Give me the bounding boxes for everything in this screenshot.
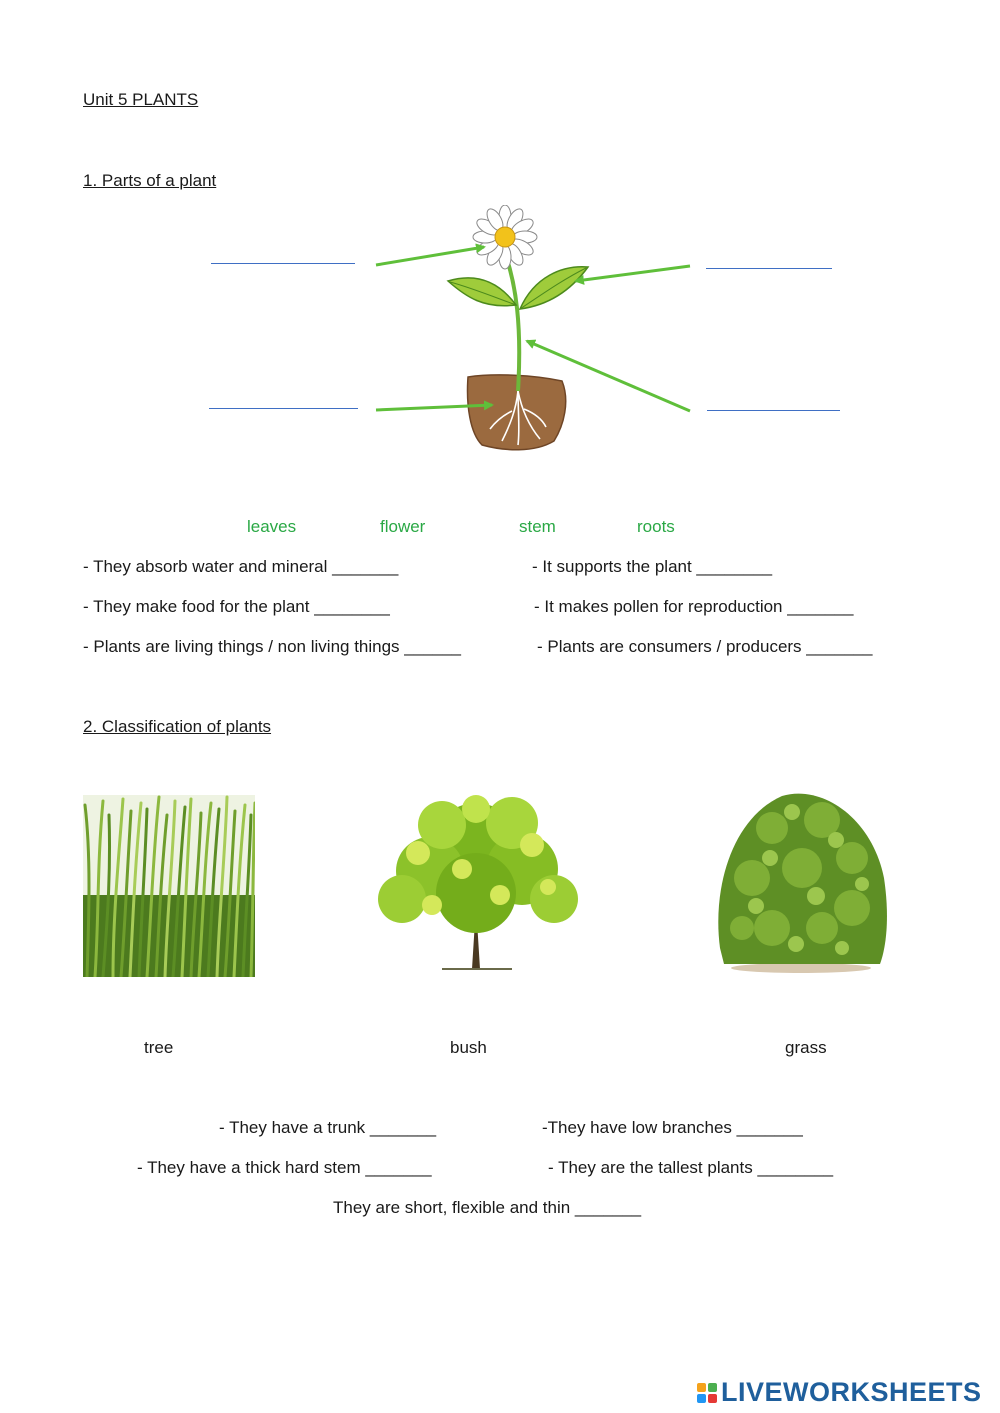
question-consumers-producers: - Plants are consumers / producers _______ [537, 637, 873, 656]
question-have-trunk: - They have a trunk _______ [219, 1118, 437, 1137]
liveworksheets-logo[interactable] [697, 1377, 982, 1408]
bush-image [712, 788, 890, 973]
answer-line-top-right[interactable] [706, 268, 832, 269]
question-absorb-water: - They absorb water and mineral _______ [83, 557, 399, 576]
word-bank-roots[interactable]: roots [637, 517, 675, 536]
section-classification-heading: 2. Classification of plants [83, 717, 272, 736]
question-low-branches: -They have low branches _______ [542, 1118, 803, 1137]
section-parts-heading: 1. Parts of a plant [83, 171, 217, 190]
question-supports-plant: - It supports the plant ________ [532, 557, 773, 576]
liveworksheets-logo-icon [697, 1383, 717, 1403]
unit-title: Unit 5 PLANTS [83, 90, 199, 109]
label-grass: grass [785, 1038, 827, 1057]
grass-image [83, 795, 255, 977]
stem-image [505, 253, 519, 391]
word-bank-flower[interactable]: flower [380, 517, 426, 536]
question-short-flexible: They are short, flexible and thin _______ [333, 1198, 642, 1217]
label-tree: tree [144, 1038, 174, 1057]
question-make-food: - They make food for the plant ________ [83, 597, 390, 616]
question-thick-hard-stem: - They have a thick hard stem _______ [137, 1158, 432, 1177]
question-living-things: - Plants are living things / non living things ______ [83, 637, 462, 656]
question-tallest-plants: - They are the tallest plants ________ [548, 1158, 834, 1177]
word-bank-leaves[interactable]: leaves [247, 517, 297, 536]
answer-line-bottom-right[interactable] [707, 410, 840, 411]
label-bush: bush [450, 1038, 487, 1057]
question-makes-pollen: - It makes pollen for reproduction _______ [534, 597, 854, 616]
tree-image [372, 795, 584, 971]
answer-line-top-left[interactable] [211, 263, 355, 264]
flower-image [473, 205, 537, 269]
word-bank-stem[interactable]: stem [519, 517, 556, 536]
liveworksheets-brand-text: LIVEWORKSHEETS [721, 1377, 982, 1407]
answer-line-bottom-left[interactable] [209, 408, 358, 409]
plant-diagram [374, 205, 692, 459]
